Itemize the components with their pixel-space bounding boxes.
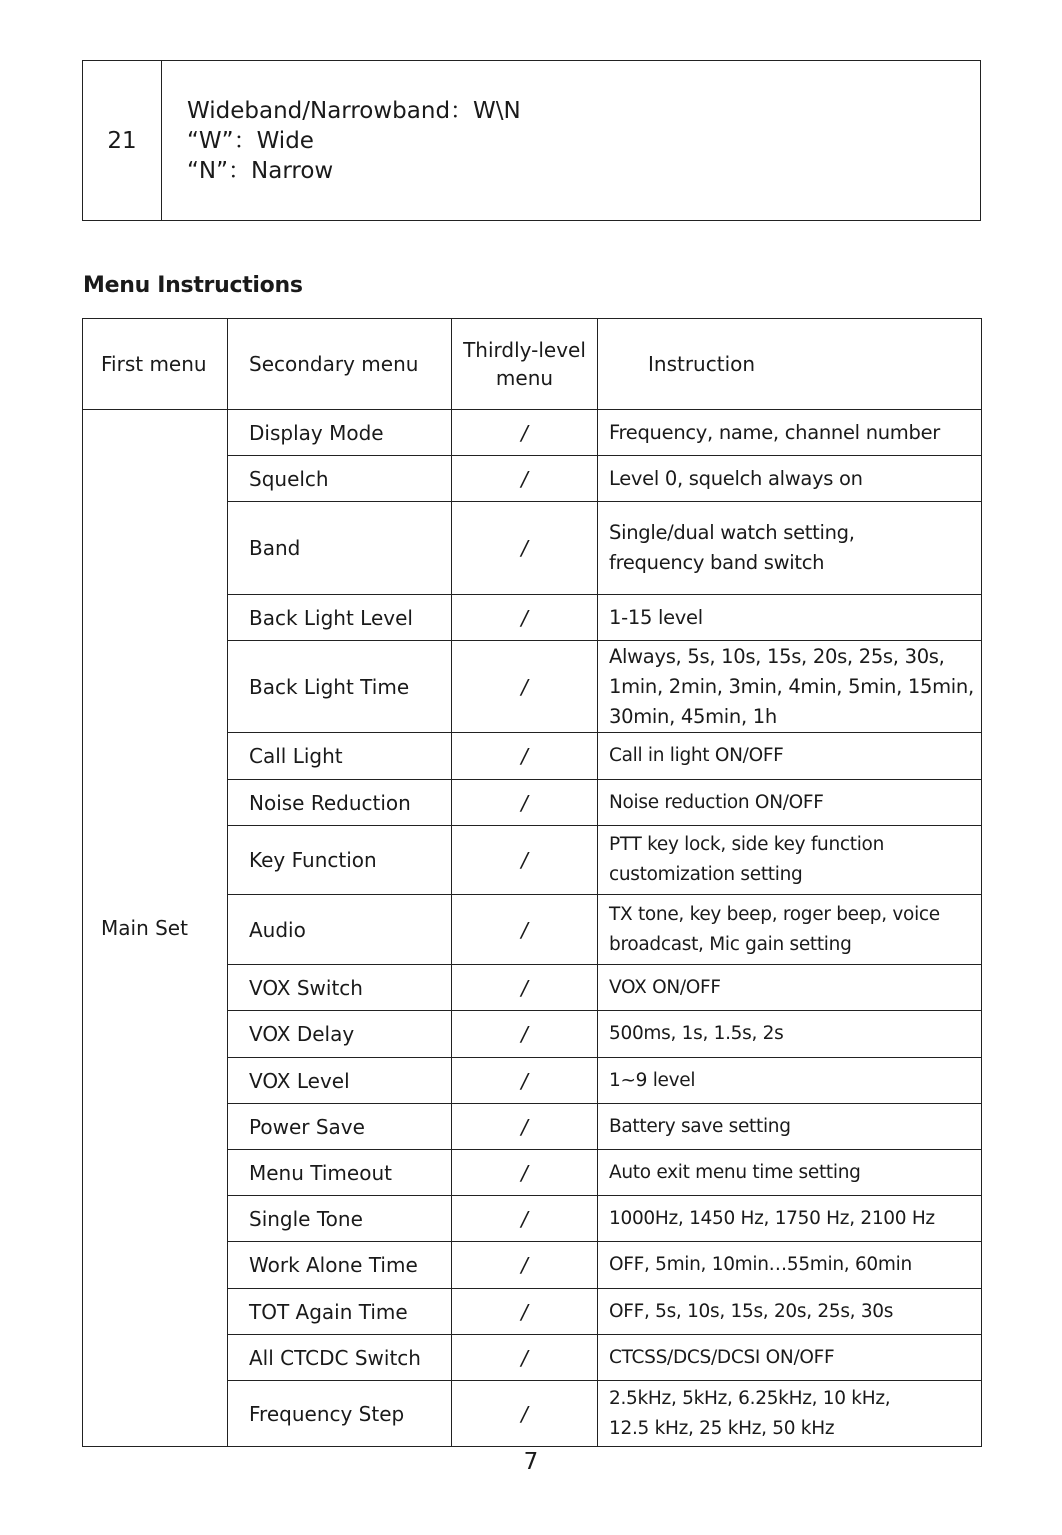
third-level-menu-cell: / [452,1381,598,1447]
third-level-menu-cell: / [452,1104,598,1150]
instruction-cell [598,410,982,456]
third-level-menu-cell: / [452,826,598,895]
secondary-menu-cell: Back Light Level [228,595,452,641]
secondary-menu-cell: Menu Timeout [228,1150,452,1196]
instruction-line: OFF, 5s, 10s, 15s, 20s, 25s, 30s [609,1300,894,1322]
third-level-menu-cell: / [452,1289,598,1335]
instruction-line: 2.5kHz, 5kHz, 6.25kHz, 10 kHz, [609,1387,891,1409]
instruction-cell [598,1381,982,1447]
third-level-menu-cell: / [452,733,598,780]
instruction-line: 1000Hz, 1450 Hz, 1750 Hz, 2100 Hz [609,1207,935,1229]
instruction-line: Single/dual watch setting, [609,521,855,544]
instruction-line: Noise reduction ON/OFF [609,791,824,813]
instruction-cell [598,502,982,595]
table-row [83,410,982,456]
secondary-menu-cell: Call Light [228,733,452,780]
instruction-line: Call in light ON/OFF [609,745,784,766]
instruction-line: Always, 5s, 10s, 15s, 20s, 25s, 30s, [609,644,945,668]
instruction-cell [598,780,982,826]
secondary-menu-cell: VOX Delay [228,1011,452,1058]
third-level-menu-cell: / [452,456,598,502]
secondary-menu-cell: Band [228,502,452,595]
instruction-cell [598,1289,982,1335]
instruction-line: 1min, 2min, 3min, 4min, 5min, 15min, [609,674,974,698]
secondary-menu-cell: VOX Switch [228,965,452,1011]
instruction-line: 1~9 level [609,1069,696,1091]
third-level-menu-cell: / [452,1335,598,1381]
secondary-menu-cell: VOX Level [228,1058,452,1104]
instruction-line: Auto exit menu time setting [609,1161,861,1183]
instruction-line: broadcast, Mic gain setting [609,933,852,955]
instruction-line: Frequency, name, channel number [609,420,940,444]
secondary-menu-cell: Frequency Step [228,1381,452,1447]
secondary-menu-cell: Back Light Time [228,641,452,733]
instruction-cell [598,965,982,1011]
third-level-menu-cell: / [452,1011,598,1058]
instruction-cell [598,641,982,733]
instruction-cell [598,1242,982,1289]
instruction-cell [598,595,982,641]
instruction-line: TX tone, key beep, roger beep, voice [609,903,940,925]
instruction-cell [598,456,982,502]
description-line: “W”：Wide [187,127,314,154]
instruction-cell [598,733,982,780]
instruction-cell [598,1196,982,1242]
instruction-cell [598,1335,982,1381]
first-menu-cell: Main Set [83,410,228,1447]
description-line: Wideband/Narrowband：W\N [187,97,521,124]
item-number: 21 [83,61,162,221]
header-third-level-menu [452,319,598,410]
secondary-menu-cell: Squelch [228,456,452,502]
instruction-line: PTT key lock, side key function [609,834,885,855]
instruction-line: customization setting [609,864,803,885]
section-title: Menu Instructions [83,273,303,298]
third-level-menu-cell: / [452,641,598,733]
description-line: “N”：Narrow [187,157,334,184]
instruction-line: 30min, 45min, 1h [609,704,777,728]
menu-table-body [83,410,982,1447]
instruction-line: 500ms, 1s, 1.5s, 2s [609,1023,784,1044]
instruction-line: Level 0, squelch always on [609,466,863,490]
third-level-menu-cell: / [452,780,598,826]
instruction-line: OFF, 5min, 10min…55min, 60min [609,1254,912,1275]
secondary-menu-cell: Key Function [228,826,452,895]
third-level-menu-cell: / [452,895,598,965]
menu-instructions-table [82,318,982,1447]
secondary-menu-cell: All CTCDC Switch [228,1335,452,1381]
third-level-menu-cell: / [452,1150,598,1196]
secondary-menu-cell: Noise Reduction [228,780,452,826]
header-first-menu: First menu [83,319,228,410]
header-third-line: menu [495,366,554,390]
secondary-menu-cell: Single Tone [228,1196,452,1242]
secondary-menu-cell: Display Mode [228,410,452,456]
instruction-line: 1-15 level [609,605,703,629]
header-secondary-menu: Secondary menu [228,319,452,410]
instruction-cell [598,1011,982,1058]
instruction-cell [598,895,982,965]
secondary-menu-cell: TOT Again Time [228,1289,452,1335]
instruction-line: frequency band switch [609,551,825,574]
third-level-menu-cell: / [452,1242,598,1289]
secondary-menu-cell: Power Save [228,1104,452,1150]
third-level-menu-cell: / [452,595,598,641]
third-level-menu-cell: / [452,502,598,595]
header-third-line: Thirdly-level [463,338,586,362]
header-instruction: Instruction [598,319,982,410]
third-level-menu-cell: / [452,1058,598,1104]
instruction-line: Battery save setting [609,1115,791,1137]
instruction-cell [598,826,982,895]
item-description [162,61,981,221]
third-level-menu-cell: / [452,1196,598,1242]
instruction-cell [598,1104,982,1150]
secondary-menu-cell: Work Alone Time [228,1242,452,1289]
third-level-menu-cell: / [452,965,598,1011]
instruction-cell [598,1150,982,1196]
instruction-line: 12.5 kHz, 25 kHz, 50 kHz [609,1417,835,1439]
secondary-menu-cell: Audio [228,895,452,965]
page-number: 7 [523,1449,539,1475]
instruction-cell [598,1058,982,1104]
third-level-menu-cell: / [452,410,598,456]
wideband-narrowband-table [82,60,981,221]
instruction-line: CTCSS/DCS/DCSI ON/OFF [609,1346,835,1368]
table-row [83,61,981,221]
instruction-line: VOX ON/OFF [609,976,721,998]
header-row [83,319,982,410]
